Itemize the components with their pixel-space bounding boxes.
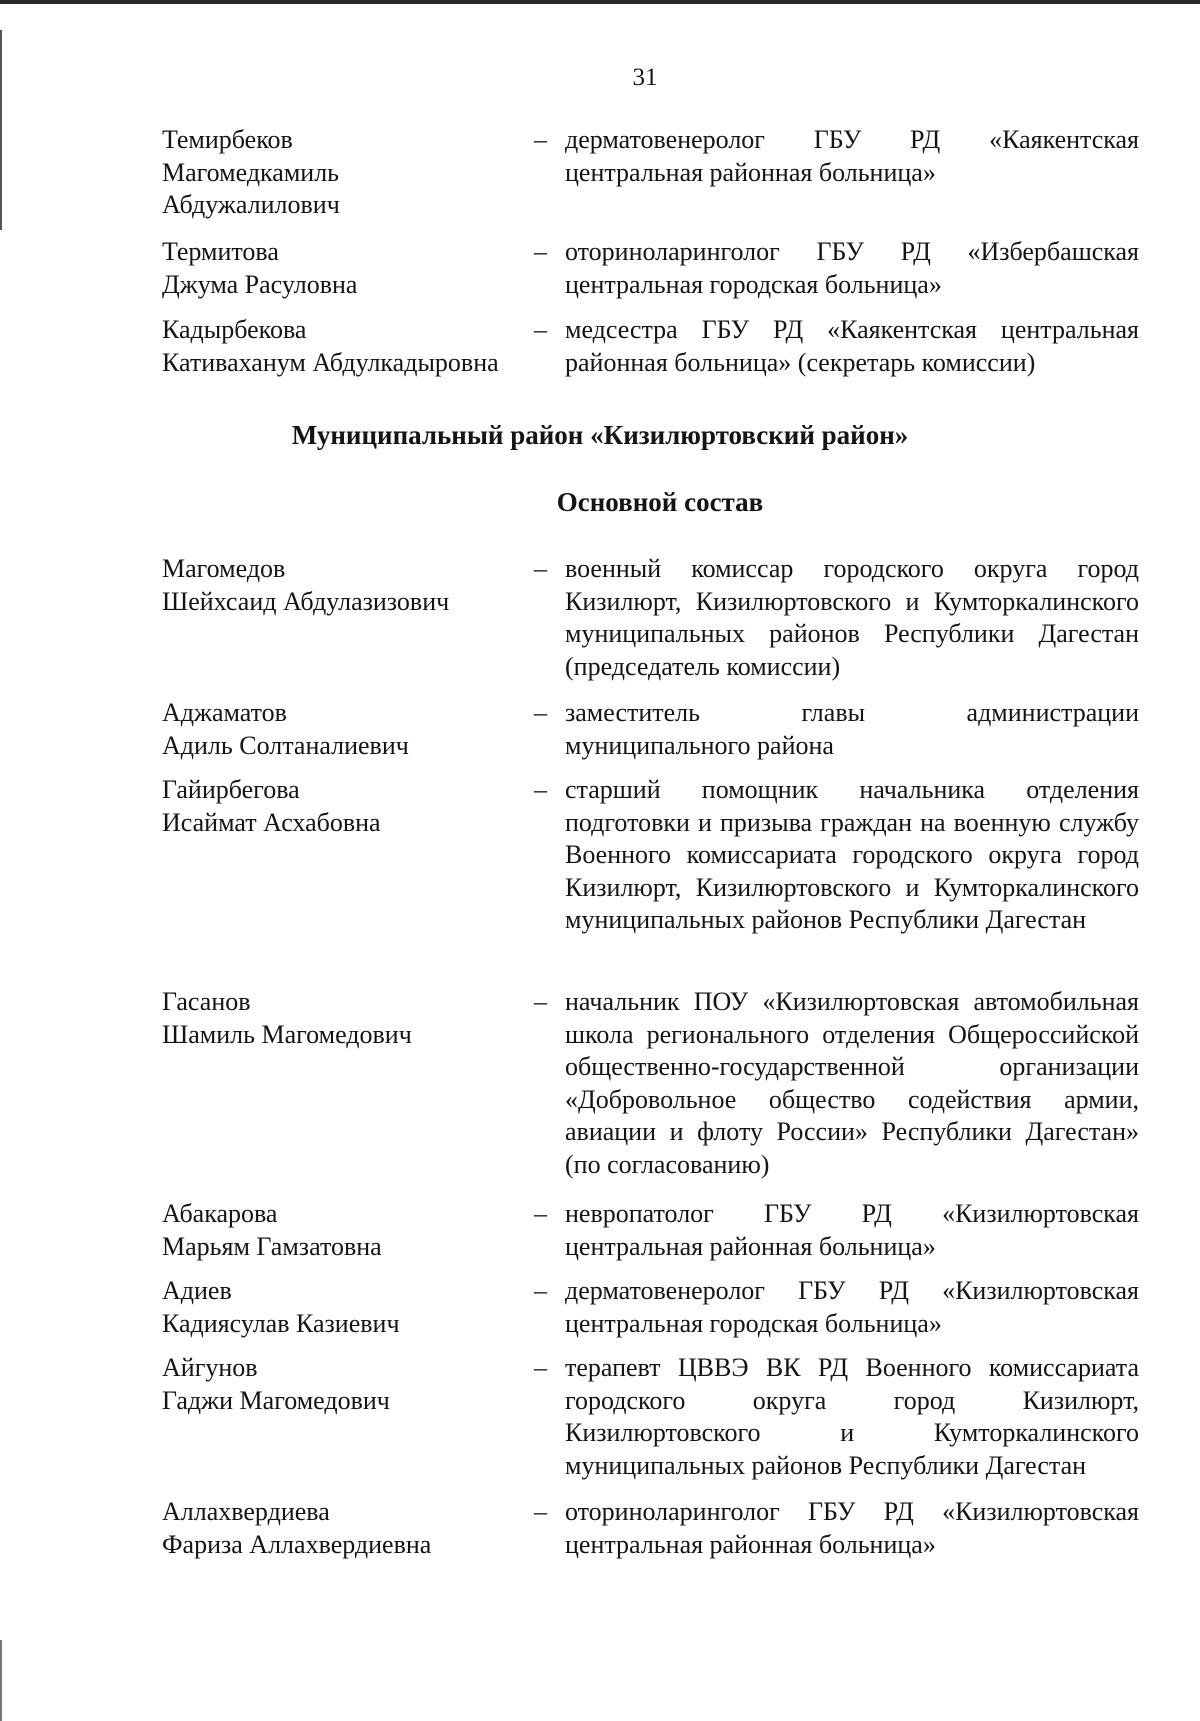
member-name	[162, 697, 522, 762]
name-line: Термитова	[162, 237, 279, 266]
dash: –	[534, 1497, 547, 1526]
district-heading: Муниципальный район «Кизилюртовский район»	[291, 420, 909, 450]
member-name	[162, 124, 522, 222]
member-role: дерматовенеролог ГБУ РД «Каякентская центральная районная больница»	[565, 125, 1139, 187]
dash: –	[534, 237, 547, 266]
scan-edge-left	[0, 30, 2, 230]
name-line: Абдужалилович	[162, 190, 340, 219]
member-role: оториноларинголог ГБУ РД «Кизилюртовская центральная районная больница»	[565, 1497, 1139, 1559]
member-name	[162, 1198, 522, 1263]
name-line: Гаджи Магомедович	[162, 1385, 390, 1415]
member-role: дерматовенеролог ГБУ РД «Кизилюртовская центральная городская больница»	[565, 1276, 1139, 1338]
dash: –	[534, 698, 547, 727]
name-line: Кативаханум Абдулкадыровна	[162, 347, 499, 377]
scan-edge-top	[0, 0, 1200, 4]
member-role: военный комиссар городского округа город Кизилюрт, Кизилюртовского и Кумторкалинского муниципальных районов Республики Дагестан (председатель комиссии)	[565, 554, 1139, 681]
name-line: Кадиясулав Казиевич	[162, 1308, 400, 1338]
name-line: Абакарова	[162, 1199, 278, 1228]
dash: –	[534, 1353, 547, 1382]
member-role: невропатолог ГБУ РД «Кизилюртовская центральная районная больница»	[565, 1199, 1139, 1261]
dash: –	[534, 554, 547, 583]
member-name	[162, 774, 522, 839]
member-role: начальник ПОУ «Кизилюртовская автомобильная школа регионального отделения Общероссийской общественно-государственной организации «Добровольное общество содействия армии, авиации и флоту России» Республики Дагестан» (по согласованию)	[565, 987, 1139, 1179]
member-role: оториноларинголог ГБУ РД «Избербашская центральная городская больница»	[565, 237, 1139, 299]
name-line: Кадырбекова	[162, 315, 307, 344]
name-line: Марьям Гамзатовна	[162, 1231, 382, 1261]
member-name	[162, 986, 522, 1051]
name-line: Шейхсаид Абдулазизович	[162, 586, 450, 616]
name-line: Аджаматов	[162, 698, 287, 727]
member-name	[162, 1496, 522, 1561]
member-name	[162, 1352, 522, 1417]
name-line: Исаймат Асхабовна	[162, 807, 381, 837]
name-line: Фариза Аллахвердиевна	[162, 1529, 432, 1559]
member-role: заместитель главы администрации муниципального района	[565, 698, 1139, 760]
member-name	[162, 1275, 522, 1340]
name-line: Гасанов	[162, 987, 251, 1016]
name-line: Джума Расуловна	[162, 269, 358, 299]
name-line: Гайирбегова	[162, 775, 300, 804]
name-line: Аллахвердиева	[162, 1497, 330, 1526]
dash: –	[534, 315, 547, 344]
name-line: Адиев	[162, 1276, 232, 1305]
member-role: медсестра ГБУ РД «Каякентская центральная районная больница» (секретарь комиссии)	[565, 315, 1139, 377]
member-name	[162, 553, 522, 618]
member-role: старший помощник начальника отделения подготовки и призыва граждан на военную службу Военного комиссариата городского округа город Кизилюрт, Кизилюртовского и Кумторкалинского муниципальных районов Республики Дагестан	[565, 775, 1139, 934]
dash: –	[534, 125, 547, 154]
dash: –	[534, 987, 547, 1016]
section-heading: Основной состав	[556, 487, 764, 517]
name-line: Айгунов	[162, 1353, 258, 1382]
dash: –	[534, 1199, 547, 1228]
name-line: Адиль Солтаналиевич	[162, 730, 409, 760]
dash: –	[534, 1276, 547, 1305]
dash: –	[534, 775, 547, 804]
page-number: 31	[632, 64, 658, 91]
member-name	[162, 314, 522, 379]
scan-edge-left-bottom	[0, 1640, 2, 1721]
name-line: Магомедкамиль	[162, 157, 340, 187]
name-line: Темирбеков	[162, 125, 293, 154]
member-role: терапевт ЦВВЭ ВК РД Военного комиссариата городского округа город Кизилюрт, Кизилюртовского и Кумторкалинского муниципальных районов Республики Дагестан	[565, 1353, 1139, 1480]
member-name	[162, 236, 522, 301]
name-line: Шамиль Магомедович	[162, 1019, 412, 1049]
name-line: Магомедов	[162, 554, 286, 583]
